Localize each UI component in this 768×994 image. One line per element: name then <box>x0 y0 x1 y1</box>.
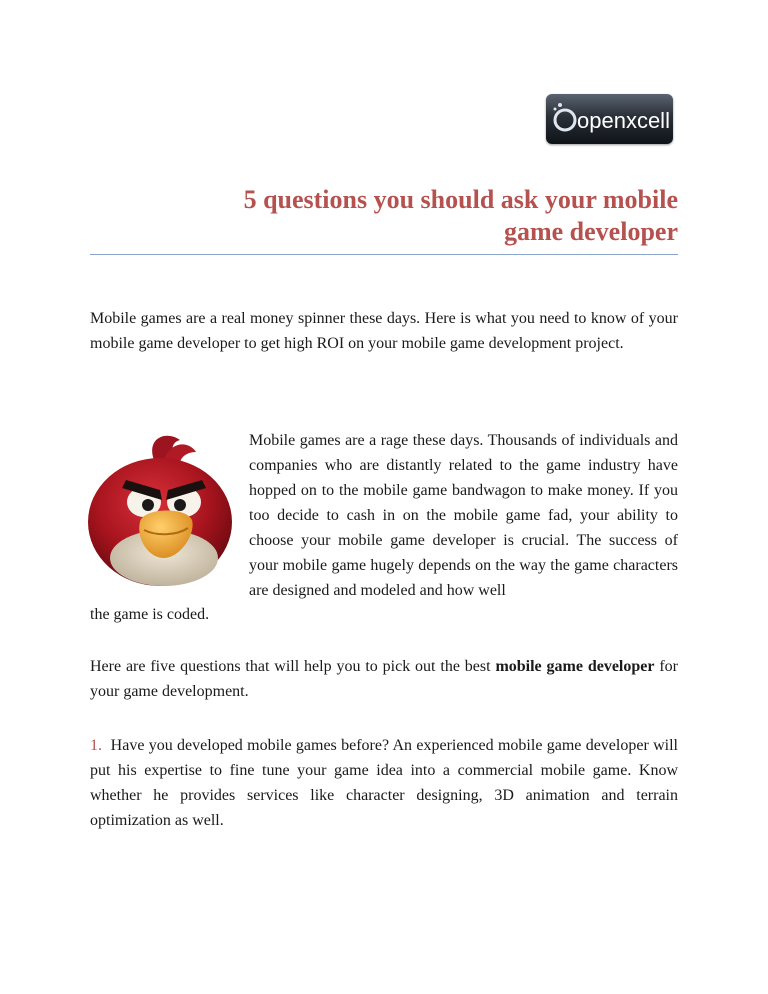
openxcell-logo <box>546 94 673 144</box>
title-line-1: 5 questions you should ask your mobile <box>243 185 678 214</box>
bird-side-paragraph: Mobile games are a rage these days. Thousands of individuals and companies who are distantly related to the game industry have hopped on to the mobile game bandwagon to make money. If you too decide to cash in on the mobile game fad, your ability to choose your mobile game developer is crucial. The success of your mobile game hugely depends on the way the game characters are designed and modeled and how well <box>249 432 678 599</box>
red-angry-bird-plush-icon <box>84 430 236 590</box>
question-text: Have you developed mobile games before? An experienced mobile game developer will put his expertise to fine tune your game idea into a commercial mobile game. Know whether he provides services like character designing, 3D animation and terrain optimization as well. <box>90 737 679 829</box>
five-questions-text-after: for your game development. <box>90 658 679 700</box>
question-number: 1. <box>90 737 102 754</box>
mobile-game-developer-emphasis: mobile game developer <box>495 658 655 675</box>
bird-paragraph-tail: the game is coded. <box>90 606 210 623</box>
red-bird-image <box>84 430 236 590</box>
page-title <box>90 184 678 248</box>
question-1 <box>90 733 678 833</box>
five-questions-text-before: Here are five questions that will help you to pick out the best <box>90 658 496 675</box>
title-line-2: game developer <box>503 217 678 246</box>
five-questions-paragraph <box>90 654 678 704</box>
title-divider <box>90 254 678 255</box>
openxcell-logo-mark <box>546 94 673 144</box>
logo-text: openxcell <box>577 108 670 133</box>
intro-paragraph: Mobile games are a real money spinner these days. Here is what you need to know of your mobile game developer to get high ROI on your mobile game development project. <box>90 310 678 352</box>
